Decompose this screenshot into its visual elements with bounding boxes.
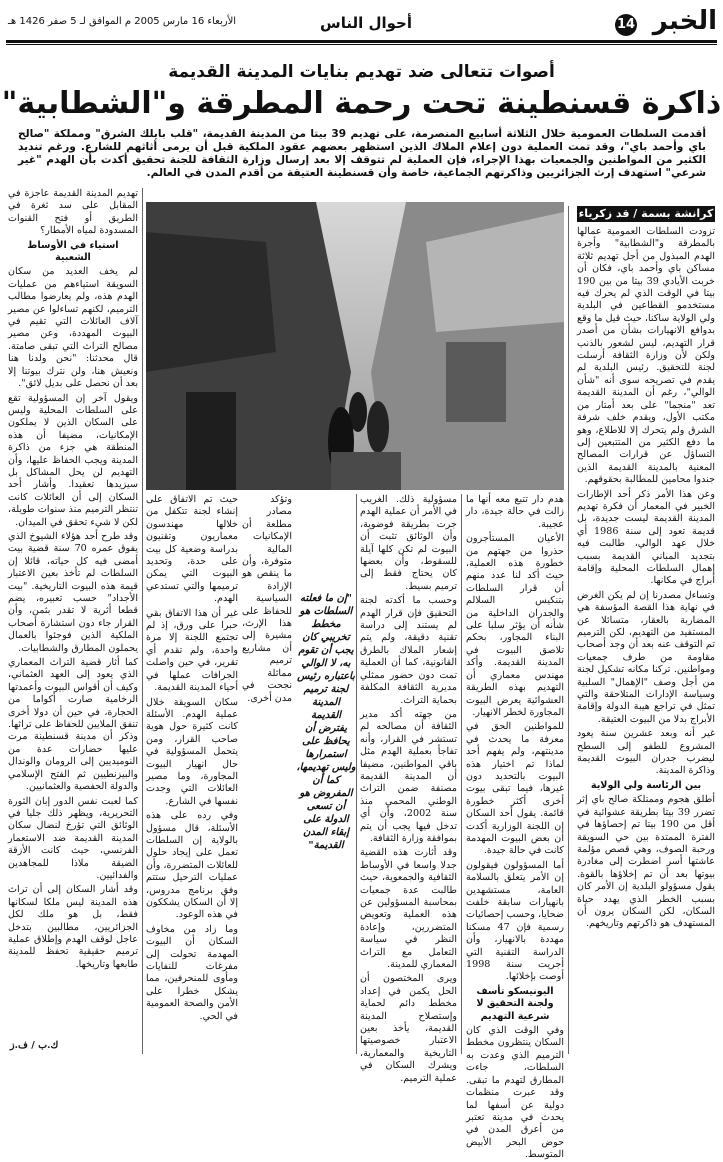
- column-paragraph: تهديم المدينة القديمة عاجزة في المقابل على سد ثغرة في الطريق أو فتح القنوات المسدودة لمياه الأمطار؟: [8, 188, 138, 237]
- column-divider: [461, 494, 462, 1054]
- column-paragraph: كما لعبت نفس الدور إبان الثورة التحريرية، ويظهر ذلك جليا في الوثائق التي تؤرخ لنضال سكان المدينة القديمة ضد الاستعمار الفرنسي، حيث كانت الأزقة الضيقة ملاذا للمجاهدين والفدائيين.: [8, 795, 138, 881]
- column-lower-2: [360, 494, 457, 1084]
- column-paragraph: وتؤكد مصادر مطلعة أن الإمكانيات المالية متوفرة، وأن ما ينقص هو الإرادة السياسية للحفاظ على هذا الإرث، مشيرة إلى أن مشاريع ترميم مماثلة نجحت في مدن أخرى.: [242, 494, 292, 704]
- column-paragraph: وقد طرح أحد هؤلاء الشيوخ الذي يفوق عمره 70 سنة قضية بيت أمضى فيه كل حياته، قائلا إن السلطات لم تأخذ بعين الاعتبار قيمة هذه البيوت التاريخية. "بيت الأجداد" حسب تعبيره، يضم قطعا أثرية لا تقدر بثمن، وأن القرار جاء دون استشارة أصحاب الملكية الذين فوجئوا بالعمال يحملون المطارق والشطابيات.: [8, 530, 138, 654]
- column-paragraph: غير أن هذا الاتفاق بقي حبرا على ورق، إذ لم تجتمع اللجنة إلا مرة واحدة، ولم تقدم أي تقرير، في حين واصلت الجرافات عملها في أحياء المدينة القديمة.: [146, 607, 238, 694]
- column-lower-4: [146, 494, 238, 1061]
- article-overline: أصوات تتعالى ضد تهديم بنايات المدينة القديمة: [168, 62, 555, 82]
- column-paragraph: ويرى المختصون أن الحل يكمن في إعداد مخطط دائم لحماية وإستصلاح المدينة القديمة، يأخذ بعين الاعتبار خصوصيتها التاريخية والمعمارية، ويشرك السكان في عملية الترميم.: [360, 973, 457, 1084]
- sidebar-paragraph: وعن هذا الأمر ذكر أحد الإطارات الخبير في المعمار أن فكرة تهديم المدينة القديمة ليست جديدة، بل قديمة تعود إلى سنة 1986 أي خلال عهد الوالي، طالبت فيه بتجديد المباني القديمة بسبب إهمال السلطات المحلية وإقامة أبراج في مكانها.: [577, 488, 715, 587]
- page-number-badge: 14: [615, 14, 637, 36]
- sidebar-column: [577, 206, 715, 1061]
- pull-quote: "إن ما فعلته السلطات هو مخطط تخريبي كان يجب أن تقوم به، لا الوالي باعتباره رئيس لجنة ترميم المدينة القديمة يفترض أن يحافظ على استمرارها وليس تهديمها، كما أن المفروض هو أن تسعى الدولة على إبقاء المدن القديمة": [296, 593, 356, 851]
- article-photo: [146, 202, 564, 490]
- column-paragraph: وقد أثارت هذه القضية جدلا واسعا في الأوساط الثقافية والجمعوية، حيث طالبت عدة جمعيات بمحاسبة المسؤولين عن هذه العملية وتعويض المتضررين، وإعادة النظر في سياسة التعامل مع التراث المعماري للمدينة.: [360, 847, 457, 971]
- column-divider: [568, 206, 569, 1054]
- masthead: [0, 0, 723, 44]
- sidebar-paragraph: تزودت السلطات العمومية عمالها بالمطرقة و"الشطابية" وأجرة الهدم المبذول من أجل تهديم ثلاثة مساكن باي وأحمد باي، فكان أن خربت الأيادي 39 بيتا من بين 190 بيتا في الوقت الذي لم يحرك فيه مستخدمو القطاعين في البلدية ولي الولاية ساكنا، حيث قيل ما وقع بدوافع الانهيارات بشأن من أصدر قرار التهديم، ليس لشعور بالذنب ولكن لأن وزارة الثقافة أرسلت لجنة للتحقيق. رئيس البلدية لم يقدم في تصريحه سوى أنه "شأن الوالي"، رغم أن المدينة القديمة تعد "منجما" على بعد أمتار من مكتب الأول، ويقدم خلف شرفة الشرق ولم يتحرك إلا للاطلاع، وهو ما دفع الكثير من المتتبعين إلى التساؤل عن قرارات المصالح المعنية بالمدينة القديمة الذين جندوا محامين للمطالبة بحقوقهم.: [577, 226, 715, 486]
- column-lower-1: [466, 494, 564, 1161]
- sidebar-paragraph: غير أنه وبعد عشرين سنة يعود المشروع للطفو إلى السطح ليضرب جدران البيوت القديمة وذاكرة المدينة.: [577, 728, 715, 777]
- sidebar-byline: كرانشة بسمة / قد زكرياء: [578, 207, 714, 220]
- column-paragraph: وقد أشار السكان إلى أن تراث هذه المدينة ليس ملكا لسكانها فقط، بل هو ملك لكل الجزائريين، مطالبين بتدخل عاجل لوقف الهدم وإطلاق عملية ترميم حقيقية تحفظ للمدينة طابعها وتاريخها.: [8, 884, 138, 970]
- newspaper-logo: الخبر: [652, 6, 717, 36]
- masthead-rule-thick: [6, 40, 717, 43]
- column-lower-3-top: [242, 494, 292, 704]
- sidebar-paragraph: وتساءل مصدرنا إن لم يكن الغرض في نهاية هذا القصة المؤسفة هي المضاربة بالعقار، متسائلا عن المستفيد من التهديم، لكن الترميم تم التوقف عنه بعد أن وجد أصحاب مقاومة من طرف جمعيات ومواطنين. تركنا مكانه تشكيل لجنة من أجل وصف "الإهمال" السلبية وسياسة الإدارات المتلاحقة والتي تمثل في تراجع هيبة الدولة وإقامة الأبراج بدلا من البيوت العتيقة.: [577, 589, 715, 725]
- column-subheading: استياء في الأوساط الشعبية: [27, 239, 119, 264]
- column-subheading: اليونيسكو تأسف ولجنة التحقيق لا شرعية التهديم: [476, 985, 554, 1022]
- column-paragraph: مسؤولية ذلك. الغريب في الأمر أن عملية الهدم جرت بطريقة فوضوية، وأن الوثائق تثبت أن البيوت لم تكن كلها آيلة للسقوط، وأن بعضها كان يحتاج فقط إلى ترميم بسيط.: [360, 494, 457, 592]
- dateline: الأربعاء 16 مارس 2005 م الموافق لـ 5 صفر 1426 هـ: [8, 16, 237, 27]
- column-divider: [356, 494, 357, 1054]
- column-paragraph: الأعيان المستأجرون حذروا من جهتهم من خطورة هذه العملية، حيث أكد لنا عدد منهم أن قرار السلطات بتنكيس السلالم والجدران الداخلية من شأنه أن يؤثر سلبا على البناء المجاور، بحكم تلاصق البيوت في المدينة القديمة. وأكد مهندس معماري أن التهديم بهذه الطريقة العشوائية يعرض البيوت المجاورة لخطر الانهيار.: [466, 533, 564, 718]
- column-paragraph: لم يخف العديد من سكان السويقة استياءهم من عمليات الهدم هذه، ولم يعارضوا مطالب الترميم، لكنهم تساءلوا عن مصير آلاف العائلات التي تقيم في البيوت المهددة، وعن مصير مصالح التراث التي تبقى صامتة. قال محدثنا: "نحن ولدنا هنا ونعيش هنا، ولن نترك بيوتنا إلا بعد أن نحصل على بديل لائق".: [8, 266, 138, 390]
- sidebar-body: [577, 226, 715, 1061]
- column-paragraph: وفي رده على هذه الأسئلة، قال مسؤول بالولاية إن السلطات تعمل على إيجاد حلول للعائلات المتضررة، وأن عمليات الترحيل ستتم وفق برنامج مدروس، إلا أن السكان يشككون في هذه الوعود.: [146, 810, 238, 921]
- column-paragraph: أما المسؤولون فيقولون إن الأمر يتعلق بالسلامة العامة، مستشهدين بانهيارات سابقة خلفت ضحايا، وحسب إحصائيات رسمية فإن 47 مسكنا مهددة بالانهيار، وأن الدراسة التقنية التي أجريت سنة 1998 أوصت بإخلائها.: [466, 859, 564, 983]
- column-paragraph: للمواطنين الحق في معرفة ما يحدث في مدينتهم، ولم يفهم أحد لماذا تم اختيار هذه البيوت بالتحديد دون غيرها، فيما تبقى بيوت أخرى أكثر خطورة قائمة. يقول أحد السكان إن اللجنة الوزارية أكدت أن بعض البيوت المهدمة كانت في حالة جيدة.: [466, 721, 564, 857]
- section-title: أحوال الناس: [320, 14, 412, 32]
- column-paragraph: سكان السويقة خلال عملية الهدم. الأسئلة كانت كثيرة حول هوية صاحب القرار، ومن يتحمل المسؤولية في حال انهيار البيوت المجاورة، وما مصير العائلات التي وجدت نفسها في الشارع.: [146, 696, 238, 807]
- column-paragraph: وما زاد من مخاوف السكان أن البيوت المهدمة تحولت إلى مفرغات للنفايات ومأوى للمنحرفين، مما يشكل خطرا على الأمن والصحة العمومية في الحي.: [146, 923, 238, 1022]
- column-paragraph: هدم دار تتبع معه أنها ما زالت في حالة جيدة، دار عجيبة.: [466, 494, 564, 530]
- column-divider: [142, 188, 143, 1054]
- column-top-left: [8, 188, 138, 1061]
- column-paragraph: وفي الوقت الذي كان السكان ينتظرون مخطط الترميم الذي وعدت به السلطات، جاءت المطارق لتهدم ما تبقى. وقد عبرت منظمات دولية عن أسفها لما يحدث في مدينة تعتبر من أعرق المدن في حوض البحر الأبيض المتوسط.: [466, 1025, 564, 1161]
- article-lead: أقدمت السلطات العمومية خلال الثلاثة أسابيع المنصرمة، على تهديم 39 بيتا من المدينة القديمة، "قلب بايلك الشرق" ومملكة "صالح باي وأحمد باي"، وقد تمت العملية دون إعلام الملاك الذين استظهر بعضهم عقود الملكية قبل أن يرمى أثاثهم للشارع. ورغم تنديد الكثير من المواطنين والجمعيات بهذا الإجراء، فإن العملية لم تتوقف إلا بعد إرسال وزارة الثقافة للجنة تحقيق أكدت بأن الهدم "غير شرعي" استهدف إرث الجزائريين وذاكرتهم الجماعية، خاصة وأن قسنطينة العتيقة من أقدم المدن في العالم.: [18, 128, 707, 179]
- column-paragraph: من جهته أكد مدير الثقافة أن مصالحه لم تستشر في القرار، وأنه تفاجأ بعملية الهدم مثل باقي المواطنين، مضيفا أن المدينة القديمة مصنفة ضمن التراث الوطني المحمي منذ سنة 2002، وأن أي تدخل فيها يجب أن يتم بموافقة وزارة الثقافة.: [360, 708, 457, 844]
- column-paragraph: كما أثار قضية التراث المعماري الذي يعود إلى العهد العثماني، وكيف أن أقواس البيوت وأعمدتها الرخامية صارت أكواما من الحجارة، في حين أن دولا أخرى تنفق الملايين للحفاظ على تراثها. وذكر أن مدينة قسنطينة مرت عليها حضارات عدة من النوميديين إلى الرومان والوندال والبيزنطيين ثم الفتح الإسلامي والدولة الحفصية والعثمانيين.: [8, 657, 138, 793]
- alley-photo-illustration: [146, 202, 564, 490]
- column-paragraph: ويقول آخر إن المسؤولية تقع على السلطات المحلية وليس على السكان الذين لا يملكون الإمكانيات، مضيفا أن هذه المنطقة هي جزء من ذاكرة المدينة ويجب الحفاظ عليها، وأن التهديم لن يحل المشاكل بل سيزيدها تعقيدا. وأشار أحد السكان إلى أن العائلات كانت تنتظر الترميم منذ سنوات طويلة، لكن لا شيء تحقق في الميدان.: [8, 392, 138, 528]
- sidebar-subheading: بين الرئاسة ولي الولاية: [590, 779, 702, 791]
- column-paragraph: حيث تم الاتفاق على إنشاء لجنة تتكفل من خلالها مهندسون معماريون وتقنيون بدراسة وضعية كل بيت على حدة، وتحديد البيوت التي يمكن ترميمها والتي تستدعي الهدم.: [146, 494, 238, 605]
- column-paragraph: وحسب ما أكدته لجنة التحقيق فإن قرار الهدم لم يستند إلى دراسة تقنية دقيقة، ولم يتم إشعار الملاك بالطرق القانونية، كما أن العملية تمت دون حضور ممثلي مديرية الثقافة المكلفة بحماية التراث.: [360, 595, 457, 706]
- article-headline: ذاكرة قسنطينة تحت رحمة المطرقة و"الشطابية": [1, 86, 722, 121]
- masthead-rule-thin: [6, 44, 717, 45]
- sidebar-paragraph: أطلق هجوم وممتلكة صالح باي إثر تضرر 39 بيتا بطريقة عشوائية في أقل من 190 بيتا تم إحصاؤها في الفترة الممتدة بين حي السويقة ورحبة الصوف، وهي قصص مؤلمة عاشتها أسر اضطرت إلى مغادرة بيوتها بعد أن تم إخلاؤها بالقوة. يقول مسؤولو البلدية إن الأمر كان بسبب الخطر الذي يهدد حياة السكان، لكن السكان يرون أن المستهدف هو ذاكرتهم وتاريخهم.: [577, 794, 715, 930]
- article-signature: ك.ب / ف.ز: [10, 1040, 59, 1051]
